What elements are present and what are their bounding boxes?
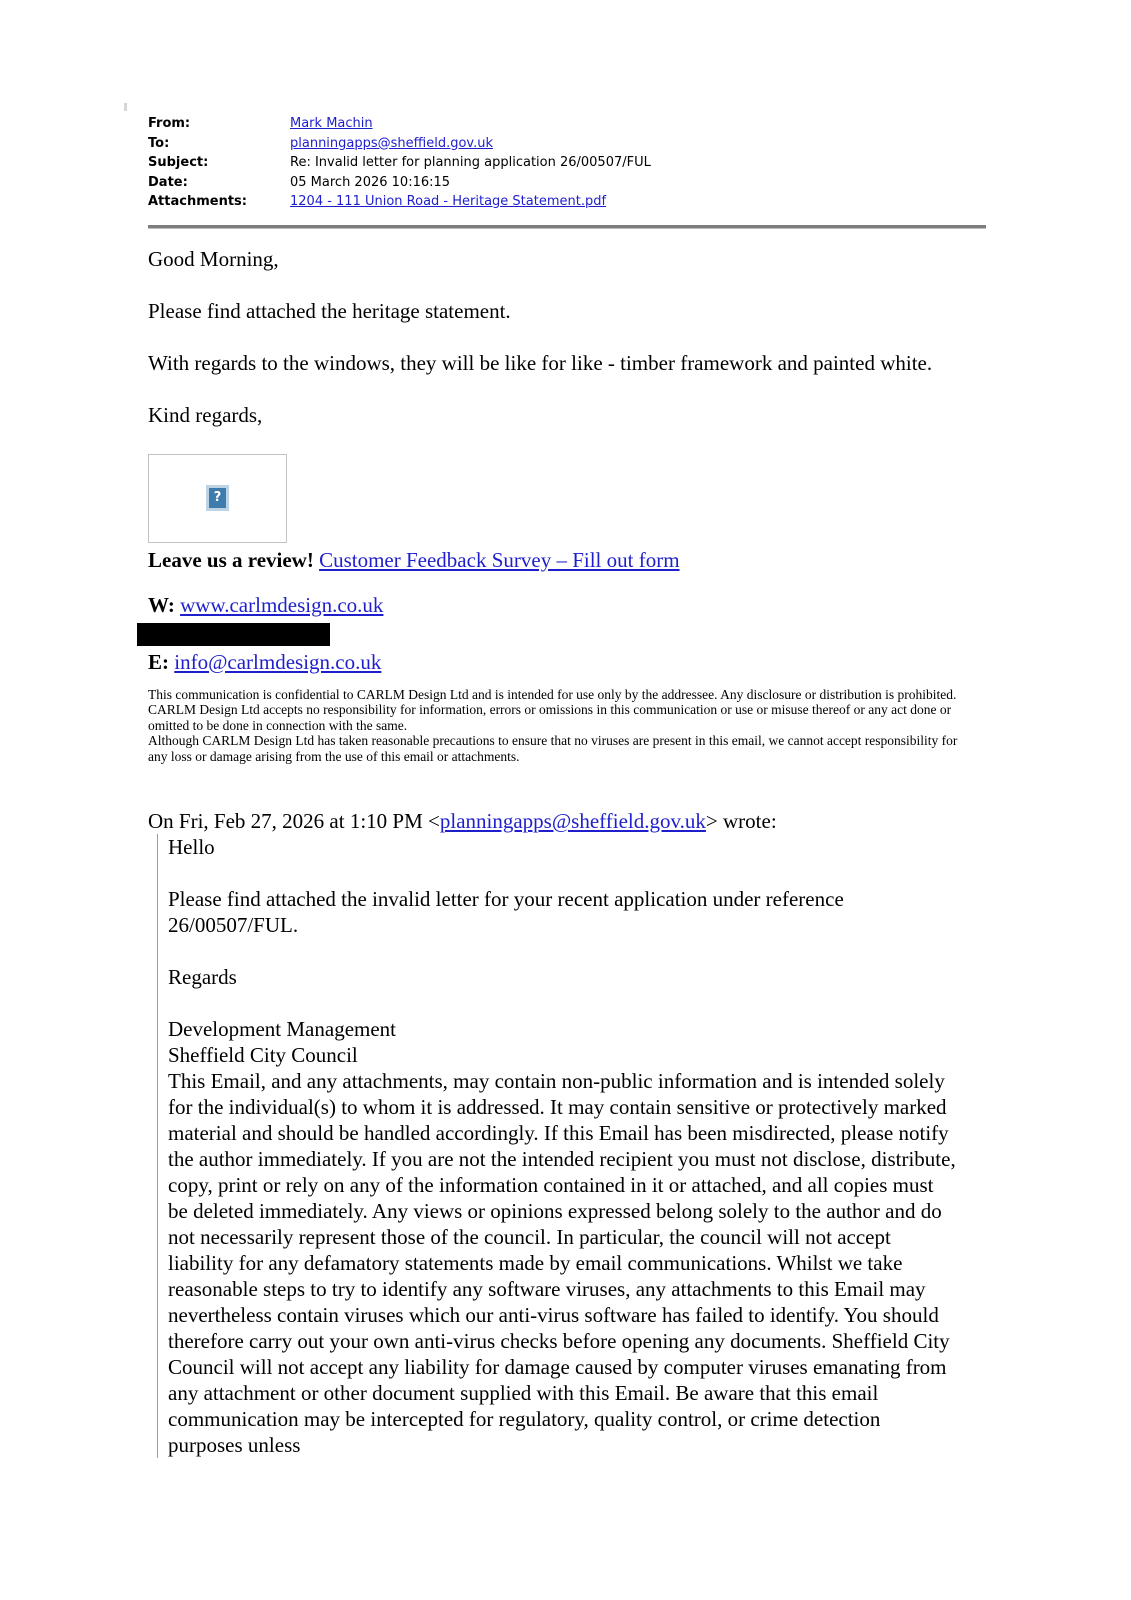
quoted-signature-block bbox=[168, 1016, 956, 1458]
header-divider bbox=[148, 225, 986, 229]
confidentiality-paragraph: This communication is confidential to CARLM Design Ltd and is intended for use only by the addressee. Any disclosure or distribution is prohibited. CARLM Design Ltd accepts no responsibility for information, errors or omissions in this communication or use or misuse thereof or any act done or omitted to be done in connection with the same. bbox=[148, 686, 957, 733]
broken-image-placeholder bbox=[148, 454, 287, 543]
attachment-note-text: Please find attached the heritage statement. bbox=[148, 298, 511, 323]
attachments-label: Attachments: bbox=[148, 194, 247, 209]
virus-precaution-paragraph: Although CARLM Design Ltd has taken reasonable precautions to ensure that no viruses are present in this email, we cannot accept responsibility for any loss or damage arising from the use of this email or attachments. bbox=[148, 733, 958, 764]
quote-attribution-line bbox=[148, 808, 953, 834]
email-body bbox=[148, 246, 958, 1459]
quoted-message bbox=[157, 834, 956, 1458]
greeting-text: Good Morning, bbox=[148, 246, 279, 271]
scan-artifact bbox=[124, 103, 127, 111]
email-header bbox=[148, 114, 651, 212]
from-label: From: bbox=[148, 116, 191, 131]
feedback-survey-link[interactable]: Customer Feedback Survey – Fill out form bbox=[319, 547, 680, 572]
quote-attribution-prefix: On Fri, Feb 27, 2026 at 1:10 PM < bbox=[148, 809, 440, 833]
quote-attribution-suffix: > wrote: bbox=[705, 809, 777, 833]
email-line bbox=[148, 649, 953, 675]
website-line bbox=[148, 592, 953, 618]
broken-image-icon: ? bbox=[206, 485, 229, 511]
header-row-to bbox=[148, 134, 651, 154]
from-sender-link[interactable]: Mark Machin bbox=[290, 116, 373, 131]
to-label: To: bbox=[148, 135, 170, 151]
header-row-attachments bbox=[148, 192, 651, 212]
header-row-date bbox=[148, 173, 651, 193]
subject-value: Re: Invalid letter for planning application 26/00507/FUL bbox=[290, 155, 651, 170]
quoted-signoff: Regards bbox=[168, 965, 237, 989]
quoted-sig-organisation: Sheffield City Council bbox=[168, 1043, 358, 1067]
review-line bbox=[148, 547, 953, 573]
date-value: 05 March 2026 10:16:15 bbox=[290, 174, 451, 190]
signoff-text: Kind regards, bbox=[148, 402, 263, 427]
quoted-sender-email-link[interactable]: planningapps@sheffield.gov.uk bbox=[439, 809, 706, 833]
header-row-from bbox=[148, 114, 651, 134]
quoted-body-text: Please find attached the invalid letter for your recent application under reference 26/00507/FUL. bbox=[168, 887, 844, 937]
quoted-sig-department: Development Management bbox=[168, 1017, 397, 1041]
header-row-subject bbox=[148, 153, 651, 173]
website-label: W: bbox=[148, 592, 175, 617]
email-address-link[interactable]: info@carlmdesign.co.uk bbox=[174, 649, 382, 674]
redacted-text-bar bbox=[137, 623, 330, 646]
to-recipient-link[interactable]: planningapps@sheffield.gov.uk bbox=[290, 135, 494, 151]
subject-label: Subject: bbox=[148, 155, 209, 170]
email-label: E: bbox=[148, 649, 169, 674]
review-label: Leave us a review! bbox=[148, 547, 314, 572]
windows-note-text: With regards to the windows, they will be like for like - timber framework and painted white. bbox=[148, 350, 933, 375]
council-disclaimer-text: This Email, and any attachments, may contain non-public information and is intended solely for the individual(s) to whom it is addressed. It may contain sensitive or protectively marked material and should be handled accordingly. If this Email has been misdirected, please notify the author immediately. If you are not the intended recipient you must not disclose, distribute, copy, print or rely on any of the information contained in it or attached, and all copies must be deleted immediately. Any views or opinions expressed belong solely to the author and do not necessarily represent those of the council. In particular, the council will not accept liability for any defamatory statements made by email communications. Whilst we take reasonable steps to try to identify any software viruses, any attachments to this Email may nevertheless contain viruses which our anti-virus software has failed to identify. You should therefore carry out your own anti-virus checks before opening any documents. Sheffield City Council will not accept any liability for damage caused by computer viruses emanating from any attachment or other document supplied with this Email. Be aware that this email communication may be intercepted for regulatory, quality control, or crime detection purposes unless bbox=[168, 1069, 956, 1457]
attachment-file-link[interactable]: 1204 - 111 Union Road - Heritage Statement.pdf bbox=[290, 194, 607, 209]
website-link[interactable]: www.carlmdesign.co.uk bbox=[180, 592, 384, 617]
confidentiality-notice bbox=[148, 687, 958, 765]
date-label: Date: bbox=[148, 174, 188, 190]
quoted-greeting: Hello bbox=[168, 835, 215, 859]
